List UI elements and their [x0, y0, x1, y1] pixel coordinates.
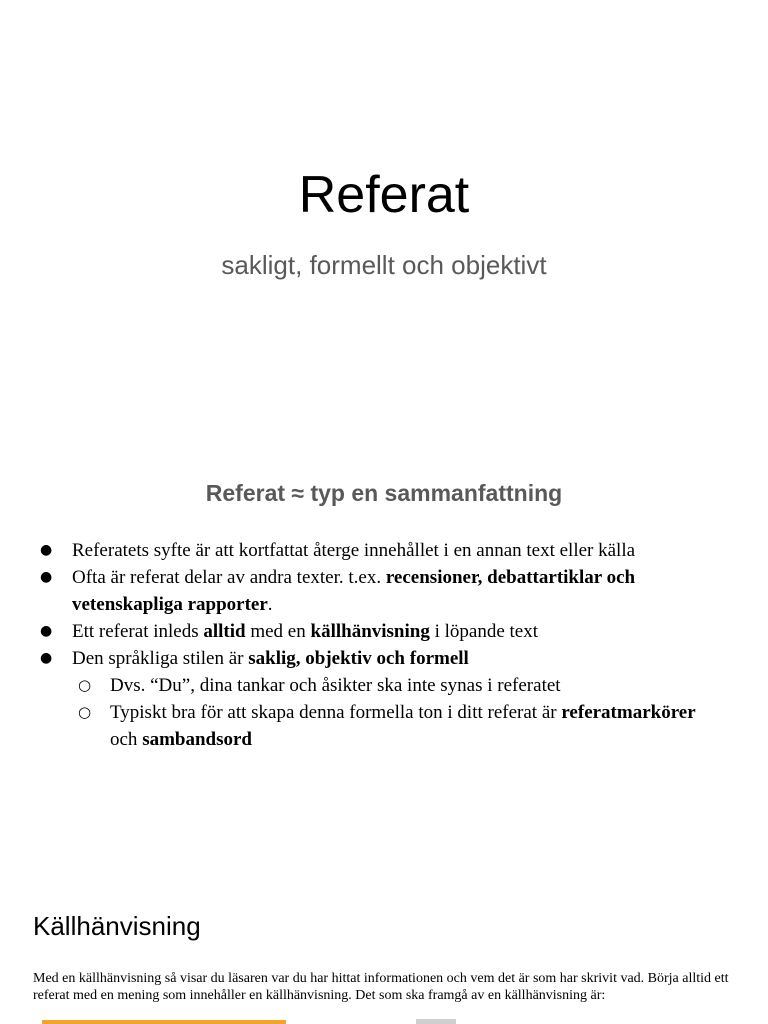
bullet-text: Dvs. “Du”, dina tankar och åsikter ska inte synas i referatet [110, 675, 561, 696]
bullet-dot-icon: ● [40, 650, 53, 666]
bullet-text: Typiskt bra för att skapa denna formella ton i ditt referat är [110, 702, 562, 723]
bullet-bold-text: sambandsord [142, 729, 253, 750]
bullet-dot-icon: ● [40, 623, 53, 639]
cut-off-text-fragment [416, 1019, 456, 1024]
bullet-text: Den språkliga stilen är [72, 648, 249, 669]
sub-bullet-item [0, 699, 768, 753]
bullet-text: och [110, 729, 143, 750]
section-heading-referat: Referat ≈ typ en sammanfattning [205, 480, 563, 506]
bullet-text: med en [245, 621, 311, 642]
bullet-text: Referatets syfte är att kortfattat återge innehållet i en annan text eller källa [72, 540, 636, 561]
bullet-bold-text: recensioner, debattartiklar och vetenskapliga rapporter [72, 567, 636, 615]
sub-bullet-circle-icon: ○ [78, 676, 92, 694]
kallhanvisning-paragraph: Med en källhänvisning så visar du läsaren var du har hittat informationen och vem det är som har skrivit vad. Börja alltid ett referat med en mening som innehåller en källhänvisning. Det som ska framgå av en källhänvisning är: [33, 971, 729, 1003]
bullet-bold-text: källhänvisning [310, 621, 430, 642]
bullet-item [0, 564, 768, 618]
sub-bullet-item [0, 672, 768, 699]
bullet-bold-text: saklig, objektiv och formell [248, 648, 469, 669]
bullet-item [0, 537, 768, 564]
highlight-bar [42, 1020, 286, 1024]
bullet-text: i löpande text [429, 621, 539, 642]
slide-subtitle: sakligt, formellt och objektivt [221, 250, 547, 280]
bullet-dot-icon: ● [40, 569, 53, 585]
bullet-item [0, 618, 768, 645]
bullet-list [0, 537, 768, 753]
bullet-bold-text: referatmarkörer [561, 702, 696, 723]
slide-title: Referat [298, 166, 470, 224]
bullet-text: Ett referat inleds [72, 621, 204, 642]
bullet-bold-text: alltid [203, 621, 246, 642]
sub-bullet-circle-icon: ○ [78, 703, 92, 721]
bullet-dot-icon: ● [40, 542, 53, 558]
bullet-text: Ofta är referat delar av andra texter. t.ex. [72, 567, 386, 588]
section-heading-kallhanvisning: Källhänvisning [33, 911, 201, 941]
bullet-text: . [267, 594, 273, 615]
bullet-item [0, 645, 768, 672]
